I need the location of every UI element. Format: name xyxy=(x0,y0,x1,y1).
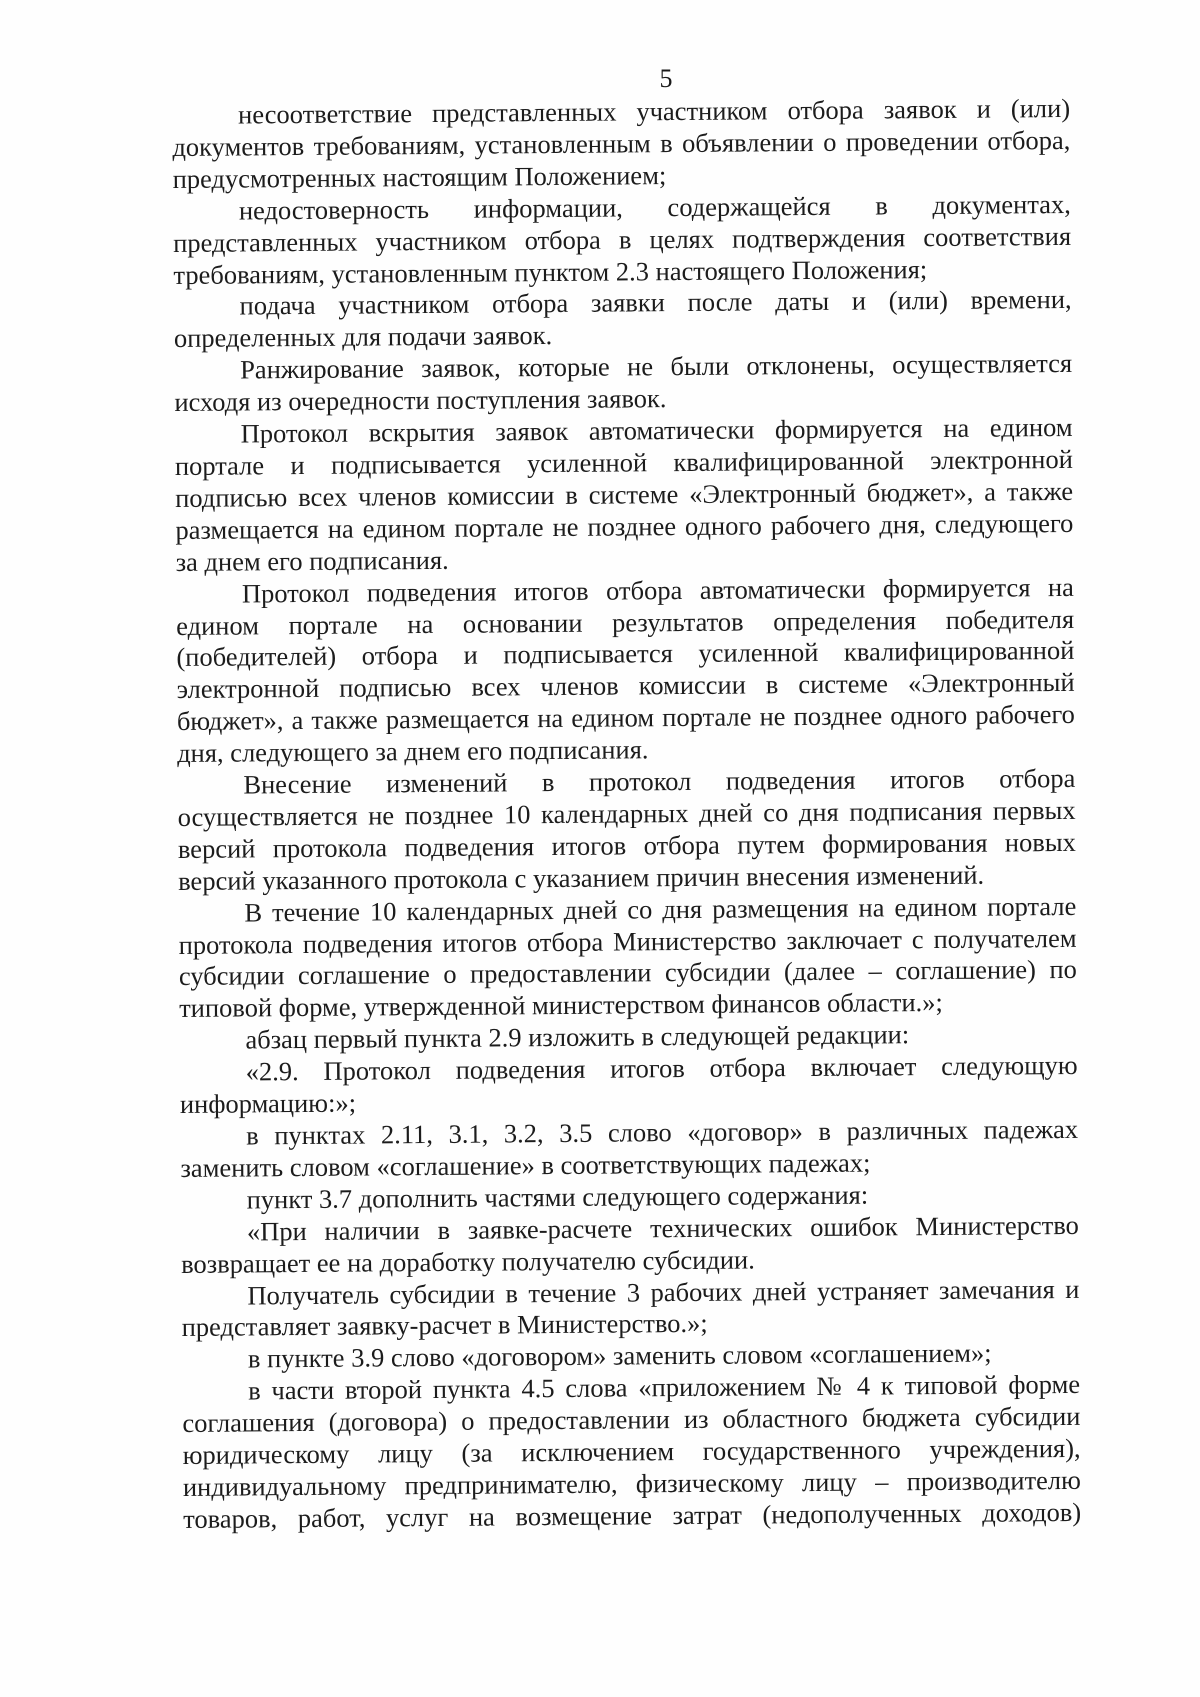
paragraph-4: Ранжирование заявок, которые не были отклонены, осуществляется исходя из очередности поступления заявок. xyxy=(174,348,1073,418)
paragraph-7: Внесение изменений в протокол подведения итогов отбора осуществляется не позднее 10 календарных дней со дня подписания первых версий протокола подведения итогов отбора путем формирования новых версий указанного протокола с указанием причин внесения изменений. xyxy=(177,762,1076,896)
paragraph-9: абзац первый пункта 2.9 изложить в следующей редакции: xyxy=(245,1019,910,1055)
paragraph-14: Получатель субсидии в течение 3 рабочих дней устраняет замечания и представляет заявку-расчет в Министерство.»; xyxy=(181,1273,1080,1343)
paragraph-8: В течение 10 календарных дней со дня размещения на едином портале протокола подведения итогов отбора Министерство заключает с получателем субсидии соглашение о предоставлении субсидии (далее – соглашение) по типовой форме, утвержденной министерством финансов области.»; xyxy=(178,890,1077,1024)
paragraph-2: недостоверность информации, содержащейся в документах, представленных участником отбора в целях подтверждения соответствия требованиям, установленным пунктом 2.3 настоящего Положения; xyxy=(173,188,1072,290)
paragraph-3: подача участником отбора заявки после даты и (или) времени, определенных для подачи заявок. xyxy=(173,284,1072,354)
paragraph-11: в пунктах 2.11, 3.1, 3.2, 3.5 слово «договор» в различных падежах заменить словом «соглашение» в соответствующих падежах; xyxy=(180,1113,1079,1183)
paragraph-16: в части второй пункта 4.5 слова «приложением № 4 к типовой форме соглашения (договора) о предоставлении из областного бюджета субсидии юридическому лицу (за исключением государственного учреждения), индивидуальному предпринимателю, физическому лицу – производителю товаров, работ, услуг на возмещение затрат (недополученных доходов) xyxy=(182,1369,1082,1534)
paragraph-1: несоответствие представленных участником отбора заявок и (или) документов требованиям, установленным в объявлении о проведении отбора, предусмотренных настоящим Положением; xyxy=(172,92,1071,194)
document-body xyxy=(172,93,1081,1536)
page-number: 5 xyxy=(659,64,673,93)
paragraph-13: «При наличии в заявке-расчете технических ошибок Министерство возвращает ее на доработку получателю субсидии. xyxy=(181,1209,1079,1279)
paragraph-12: пункт 3.7 дополнить частями следующего содержания: xyxy=(246,1179,869,1215)
paragraph-10: «2.9. Протокол подведения итогов отбора включает следующую информацию:»; xyxy=(179,1050,1078,1120)
paragraph-5: Протокол вскрытия заявок автоматически формируется на едином портале и подписывается усиленной квалифицированной электронной подписью всех членов комиссии в системе «Электронный бюджет», а также размещается на едином портале не позднее одного рабочего дня, следующего за днем его подписания. xyxy=(174,411,1074,577)
paragraph-15: в пункте 3.9 слово «договором» заменить словом «соглашением»; xyxy=(247,1337,992,1374)
paragraph-6: Протокол подведения итогов отбора автоматически формируется на едином портале на основании результатов определения победителя (победителей) отбора и подписывается усиленной квалифицированной электронной подписью всех членов комиссии в системе «Электронный бюджет», а также размещается на едином портале не позднее одного рабочего дня, следующего за днем его подписания. xyxy=(176,571,1075,769)
